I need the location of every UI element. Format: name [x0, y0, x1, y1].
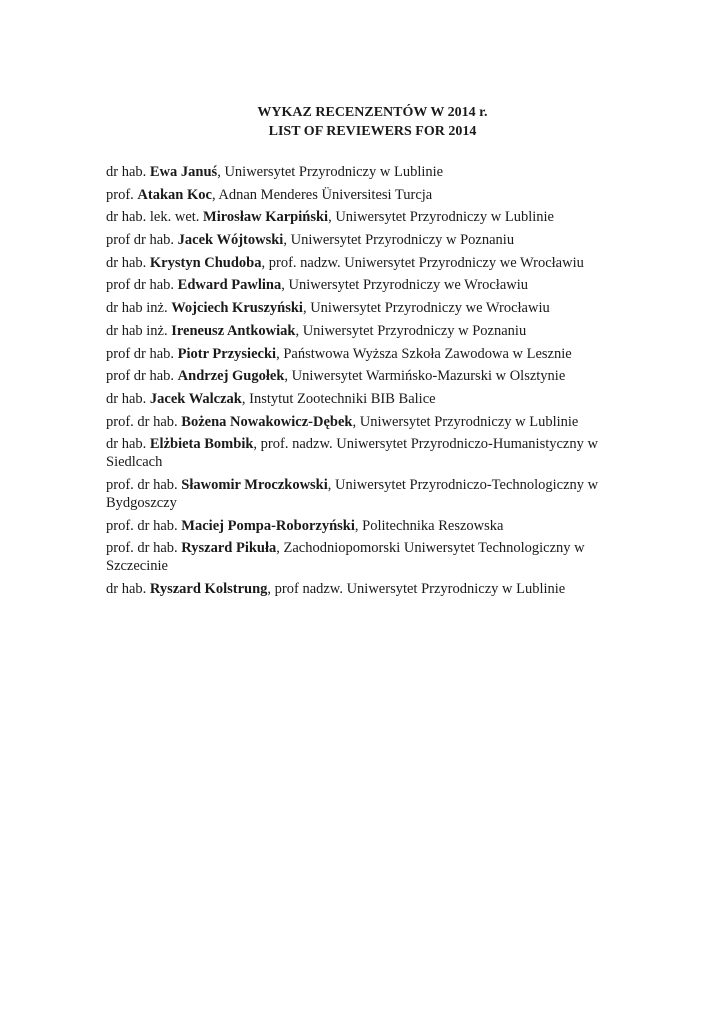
title-polish: WYKAZ RECENZENTÓW W 2014 r. [257, 105, 488, 120]
reviewer-title: prof. dr hab. [106, 517, 182, 534]
reviewer-title: prof dr hab. [106, 232, 178, 249]
reviewer-name: Elżbieta Bombik [149, 436, 254, 453]
reviewer-title: prof dr hab. [106, 277, 178, 294]
reviewer-affiliation: , prof. nadzw. Uniwersytet Przyrodniczy we Wrocławiu [261, 254, 584, 271]
reviewer-affiliation: , Uniwersytet Przyrodniczy w Lublinie [328, 209, 554, 226]
reviewer-entry [106, 517, 621, 535]
reviewers-list [106, 163, 621, 603]
reviewer-affiliation: , Uniwersytet Przyrodniczy w Lublinie [217, 164, 444, 180]
reviewer-name: Piotr Przysiecki [177, 345, 277, 362]
reviewer-entry [106, 345, 621, 363]
reviewer-entry [106, 163, 621, 181]
reviewer-entry [106, 413, 621, 431]
reviewer-name: Ireneusz Antkowiak [171, 322, 296, 339]
reviewer-entry [106, 390, 621, 408]
reviewer-affiliation: , Uniwersytet Warmińsko-Mazurski w Olsztynie [284, 368, 566, 385]
reviewer-entry [106, 367, 621, 385]
reviewer-name: Ewa Januś [149, 164, 218, 180]
reviewer-name: Ryszard Kolstrung [149, 581, 268, 597]
reviewer-title: dr hab. [106, 164, 150, 180]
reviewer-title: prof dr hab. [106, 368, 178, 385]
reviewer-affiliation: , prof nadzw. Uniwersytet Przyrodniczy w Lublinie [267, 581, 566, 597]
reviewer-name: Ryszard Pikuła [181, 540, 277, 557]
reviewer-title: prof. dr hab. [106, 413, 182, 430]
reviewer-name: Krystyn Chudoba [149, 254, 262, 271]
reviewer-entry [106, 539, 621, 575]
reviewer-name: Jacek Walczak [149, 390, 242, 407]
reviewer-name: Atakan Koc [137, 186, 212, 203]
reviewer-name: Bożena Nowakowicz-Dębek [181, 413, 353, 430]
reviewer-title: dr hab inż. [106, 322, 172, 339]
reviewer-entry [106, 580, 621, 598]
reviewer-name: Sławomir Mroczkowski [181, 476, 328, 493]
reviewer-affiliation: , Uniwersytet Przyrodniczy we Wrocławiu [302, 300, 550, 317]
reviewer-affiliation: , Adnan Menderes Üniversitesi Turcja [211, 186, 433, 203]
reviewer-name: Maciej Pompa-Roborzyński [181, 517, 355, 534]
reviewer-name: Edward Pawlina [177, 277, 282, 294]
reviewer-affiliation: , Państwowa Wyższa Szkoła Zawodowa w Lesznie [276, 345, 572, 362]
reviewer-name: Jacek Wójtowski [177, 232, 284, 249]
reviewer-entry [106, 186, 621, 204]
reviewer-affiliation: , Instytut Zootechniki BIB Balice [241, 390, 436, 407]
reviewer-affiliation: , Uniwersytet Przyrodniczo-Technologiczny w Bydgoszczy [106, 476, 599, 511]
reviewer-title: prof. dr hab. [106, 540, 182, 557]
reviewer-title: dr hab. [106, 581, 150, 597]
reviewer-entry [106, 299, 621, 317]
title-english: LIST OF REVIEWERS FOR 2014 [268, 124, 477, 139]
reviewer-entry [106, 208, 621, 226]
reviewer-title: dr hab. [106, 254, 150, 271]
reviewer-affiliation: , Uniwersytet Przyrodniczy w Poznaniu [283, 232, 515, 249]
reviewer-name: Wojciech Kruszyński [171, 300, 303, 317]
reviewer-title: dr hab. lek. wet. [106, 209, 204, 226]
reviewer-entry [106, 476, 621, 512]
reviewer-name: Andrzej Gugołek [177, 368, 285, 385]
reviewer-affiliation: , Uniwersytet Przyrodniczy we Wrocławiu [281, 277, 529, 294]
reviewer-entry [106, 231, 621, 249]
reviewer-title: dr hab inż. [106, 300, 172, 317]
reviewer-affiliation: , prof. nadzw. Uniwersytet Przyrodniczo-Humanistyczny w Siedlcach [106, 436, 598, 471]
reviewer-title: prof dr hab. [106, 345, 178, 362]
reviewer-entry [106, 322, 621, 340]
reviewer-name: Mirosław Karpiński [203, 209, 329, 226]
reviewer-title: prof. dr hab. [106, 476, 182, 493]
reviewer-title: prof. [106, 186, 138, 203]
reviewer-title: dr hab. [106, 390, 150, 407]
document-header [0, 103, 725, 141]
reviewer-title: dr hab. [106, 436, 150, 453]
reviewer-affiliation: , Uniwersytet Przyrodniczy w Lublinie [352, 413, 579, 430]
reviewer-affiliation: , Politechnika Reszowska [354, 517, 504, 534]
reviewer-entry [106, 276, 621, 294]
reviewer-entry [106, 435, 621, 471]
reviewer-affiliation: , Uniwersytet Przyrodniczy w Poznaniu [295, 322, 527, 339]
reviewer-affiliation: , Zachodniopomorski Uniwersytet Technologiczny w Szczecinie [106, 540, 585, 575]
reviewer-entry [106, 254, 621, 272]
